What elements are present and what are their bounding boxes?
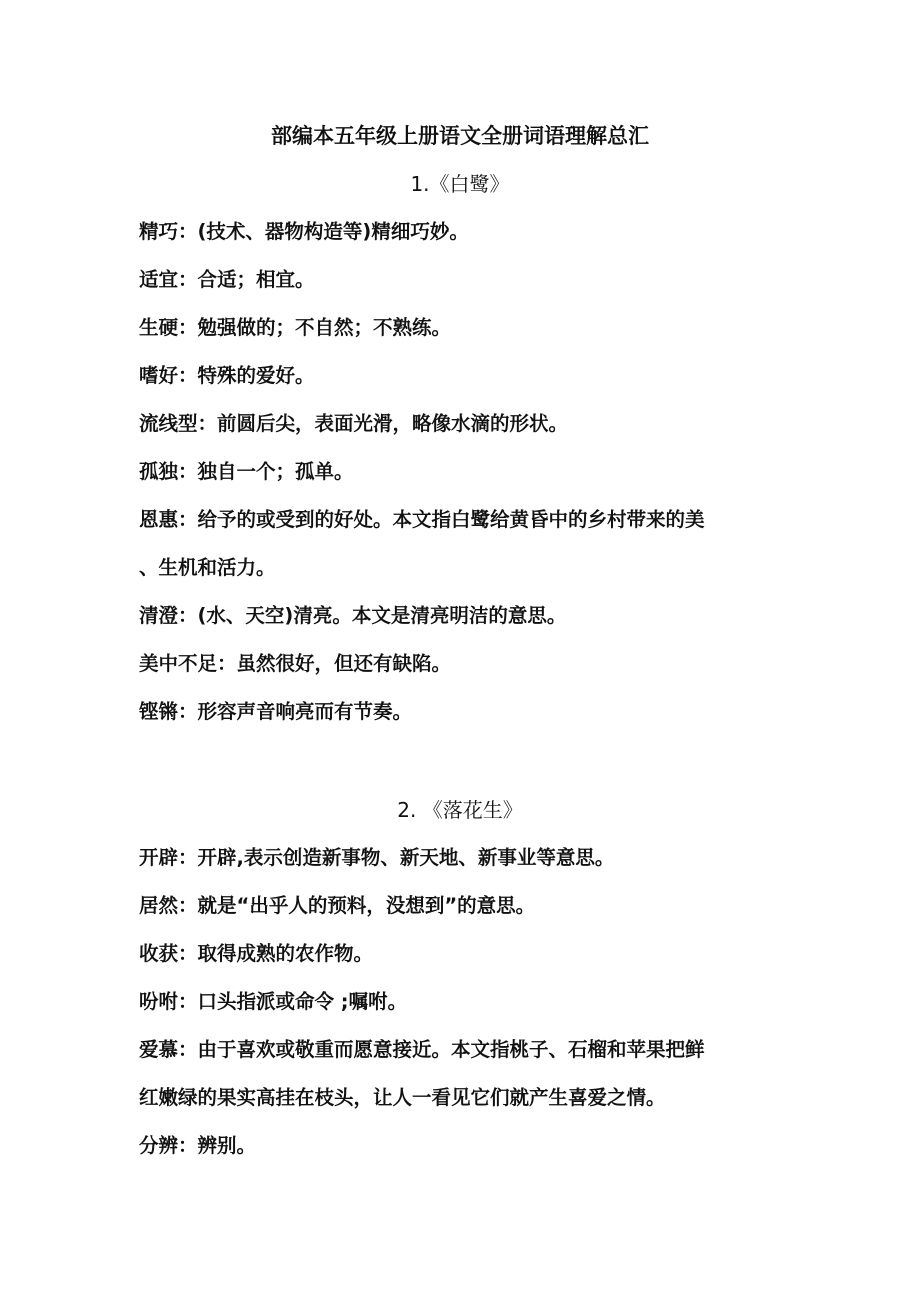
definition-line: 生硬：勉强做的；不自然；不熟练。 (139, 316, 452, 339)
definition-line: 收获：取得成熟的农作物。 (139, 942, 374, 965)
definition-line: 居然：就是“出乎人的预料，没想到”的意思。 (139, 894, 536, 917)
definition-line-continued: 、生机和活力。 (139, 556, 276, 579)
definition-line: 孤独：独自一个；孤单。 (139, 460, 354, 483)
definition-line: 分辨：辨别。 (139, 1134, 257, 1157)
definition-line: 流线型：前圆后尖，表面光滑，略像水滴的形状。 (139, 412, 569, 435)
definition-line-continued: 红嫩绿的果实高挂在枝头，让人一看见它们就产生喜爱之情。 (139, 1086, 666, 1109)
definition-line: 清澄：(水、天空)清亮。本文是清亮明洁的意思。 (139, 604, 567, 627)
section-heading-1: 1.《白鹭》 (410, 172, 510, 196)
definition-line: 开辟：开辟,表示创造新事物、新天地、新事业等意思。 (139, 846, 615, 869)
document-title: 部编本五年级上册语文全册词语理解总汇 (271, 124, 649, 148)
definition-line: 恩惠：给予的或受到的好处。本文指白鹭给黄昏中的乡村带来的美 (139, 508, 705, 531)
definition-line: 适宜：合适；相宜。 (139, 268, 315, 291)
definition-line: 爱慕：由于喜欢或敬重而愿意接近。本文指桃子、石榴和苹果把鲜 (139, 1038, 705, 1061)
definition-line: 铿锵：形容声音响亮而有节奏。 (139, 700, 413, 723)
definition-line: 美中不足：虽然很好，但还有缺陷。 (139, 652, 452, 675)
definition-line: 嗜好：特殊的爱好。 (139, 364, 315, 387)
definition-line: 精巧：(技术、器物构造等)精细巧妙。 (139, 220, 469, 243)
section-heading-2: 2. 《落花生》 (397, 798, 523, 822)
definition-line: 吩咐：口头指派或命令 ;嘱咐。 (139, 990, 408, 1013)
